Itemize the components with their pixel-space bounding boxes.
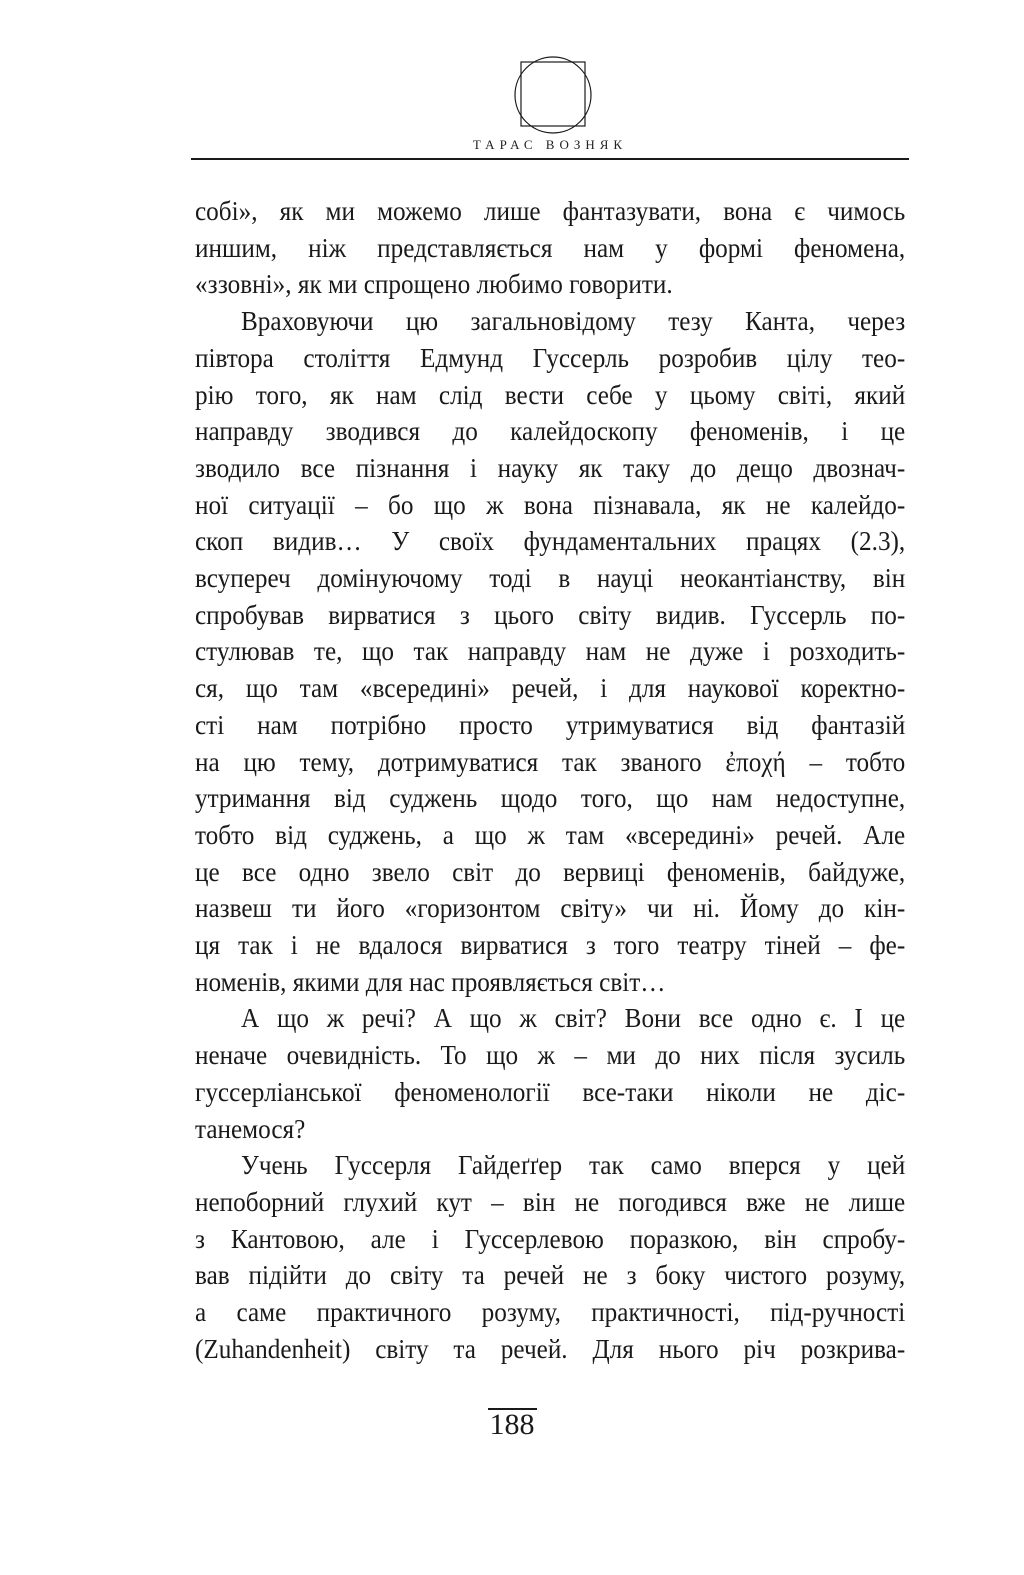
text-line: непоборний глухий кут – він не погодився вже не лише bbox=[195, 1186, 906, 1217]
text-line: Учень Гуссерля Гайдеґґер так само вперся у цей bbox=[241, 1150, 906, 1181]
text-line: «ззовні», як ми спрощено любимо говорити. bbox=[195, 269, 673, 300]
text-line: А що ж речі? А що ж світ? Вони все одно є. І це bbox=[241, 1003, 906, 1034]
body-text bbox=[195, 193, 906, 1368]
text-line: всупереч домінуючому тоді в науці неокантіанству, він bbox=[195, 563, 906, 594]
text-line: півтора століття Едмунд Гуссерль розробив цілу тео- bbox=[195, 342, 906, 373]
text-line: на цю тему, дотримуватися так званого ἐποχή – тобто bbox=[195, 746, 906, 777]
header-rule bbox=[191, 158, 909, 160]
text-line: номенів, якими для нас проявляється світ… bbox=[195, 966, 666, 997]
text-line: рію того, як нам слід вести себе у цьому світі, який bbox=[195, 379, 906, 410]
emblem-square bbox=[521, 62, 585, 126]
text-line: собі», як ми можемо лише фантазувати, вона є чимось bbox=[195, 196, 906, 226]
text-line: стулював те, що так направду нам не дуже і розходить- bbox=[195, 636, 906, 667]
text-line: направду зводився до калейдоскопу феноменів, і це bbox=[195, 416, 906, 447]
text-line: Враховуючи цю загальновідому тезу Канта, через bbox=[241, 306, 906, 337]
text-line: неначе очевидність. То що ж – ми до них після зусиль bbox=[195, 1040, 906, 1071]
text-line: танемося? bbox=[195, 1113, 306, 1144]
page-number-container bbox=[0, 1408, 1024, 1442]
text-line: скоп видив… У своїх фундаментальних працях (2.3), bbox=[195, 526, 906, 557]
text-line: иншим, ніж представляється нам у формі феномена, bbox=[195, 232, 906, 263]
text-line: а саме практичного розуму, практичності, під-ручності bbox=[195, 1297, 906, 1328]
text-line: ця так і не вдалося вирватися з того театру тіней – фе- bbox=[195, 930, 906, 961]
text-line: зводило все пізнання і науку як таку до дещо двознач- bbox=[195, 452, 906, 483]
text-line: утримання від суджень щодо того, що нам недоступне, bbox=[195, 783, 906, 814]
text-line: вав підійти до світу та речей не з боку чистого розуму, bbox=[195, 1260, 906, 1291]
running-head-author: ТАРАС ВОЗНЯК bbox=[472, 137, 628, 152]
text-line: тобто від суджень, а що ж там «всередині» речей. Але bbox=[195, 819, 906, 850]
text-line: спробував вирватися з цього світу видив. Гуссерль по- bbox=[195, 599, 906, 630]
text-line: сті нам потрібно просто утримуватися від фантазій bbox=[195, 709, 906, 740]
text-line: ної ситуації – бо що ж вона пізнавала, як не калейдо- bbox=[195, 489, 906, 520]
text-line: гуссерліанської феноменології все-таки ніколи не діс- bbox=[195, 1076, 906, 1107]
circle-square-emblem-icon bbox=[508, 48, 598, 138]
text-line: ся, що там «всередині» речей, і для наукової коректно- bbox=[195, 673, 906, 704]
page-number: 188 bbox=[489, 1408, 535, 1441]
text-line: (Zuhandenheit) світу та речей. Для нього річ розкрива- bbox=[195, 1333, 906, 1364]
text-line: це все одно звело світ до вервиці феноменів, байдуже, bbox=[195, 856, 906, 887]
text-line: з Кантовою, але і Гуссерлевою поразкою, він спробу- bbox=[195, 1223, 906, 1254]
emblem-circle bbox=[515, 57, 591, 133]
text-line: назвеш ти його «горизонтом світу» чи ні. Йому до кін- bbox=[195, 893, 906, 924]
